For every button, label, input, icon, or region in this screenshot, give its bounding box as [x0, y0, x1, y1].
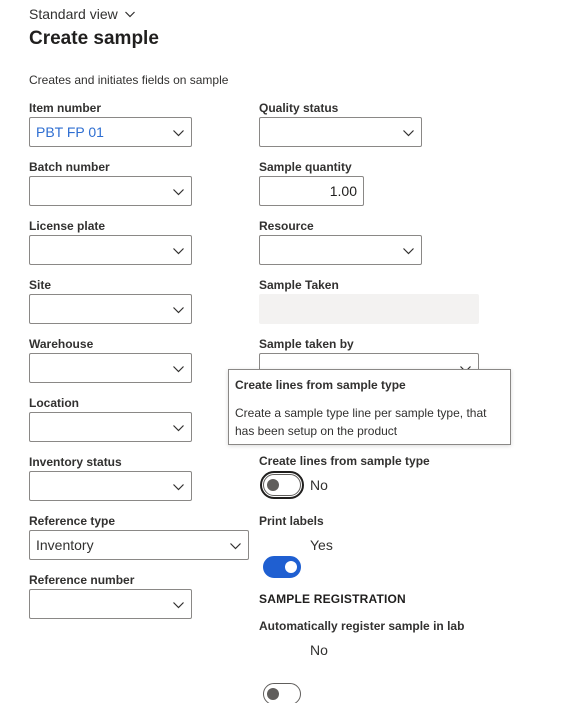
create-lines-label: Create lines from sample type	[259, 454, 430, 468]
quality-status-combo[interactable]	[259, 117, 422, 147]
item-number-value: PBT FP 01	[36, 124, 104, 140]
toggle-knob	[267, 688, 279, 700]
chevron-down-icon	[402, 244, 415, 257]
chevron-down-icon	[172, 126, 185, 139]
auto-register-toggle[interactable]	[263, 683, 301, 703]
sample-taken-by-label: Sample taken by	[259, 337, 354, 351]
license-plate-label: License plate	[29, 219, 106, 233]
sample-registration-heading: SAMPLE REGISTRATION	[259, 592, 406, 606]
create-lines-toggle[interactable]	[263, 474, 301, 496]
page-description: Creates and initiates fields on sample	[29, 73, 229, 87]
sample-taken-field	[259, 294, 479, 324]
chevron-down-icon	[172, 480, 185, 493]
quality-status-label: Quality status	[259, 101, 339, 115]
page-title: Create sample	[29, 28, 159, 49]
item-number-label: Item number	[29, 101, 102, 115]
tooltip-body: Create a sample type line per sample type, that has been setup on the product	[235, 406, 487, 438]
view-selector-label: Standard view	[29, 6, 118, 22]
batch-number-label: Batch number	[29, 160, 110, 174]
auto-register-label: Automatically register sample in lab	[259, 619, 465, 633]
reference-type-value: Inventory	[36, 537, 94, 553]
site-combo[interactable]	[29, 294, 192, 324]
reference-type-combo[interactable]	[29, 530, 249, 560]
print-labels-toggle[interactable]	[263, 556, 301, 578]
chevron-down-icon	[172, 362, 185, 375]
tooltip	[228, 369, 511, 445]
toggle-knob	[285, 561, 297, 573]
location-label: Location	[29, 396, 79, 410]
chevron-down-icon	[402, 126, 415, 139]
print-labels-label: Print labels	[259, 514, 324, 528]
chevron-down-icon	[172, 244, 185, 257]
reference-number-label: Reference number	[29, 573, 135, 587]
sample-taken-label: Sample Taken	[259, 278, 339, 292]
license-plate-combo[interactable]	[29, 235, 192, 265]
chevron-down-icon	[172, 185, 185, 198]
resource-combo[interactable]	[259, 235, 422, 265]
warehouse-label: Warehouse	[29, 337, 94, 351]
chevron-down-icon	[124, 8, 136, 20]
item-number-combo[interactable]	[29, 117, 192, 147]
view-selector[interactable]	[29, 6, 136, 22]
site-label: Site	[29, 278, 52, 292]
inventory-status-combo[interactable]	[29, 471, 192, 501]
sample-quantity-label: Sample quantity	[259, 160, 352, 174]
batch-number-combo[interactable]	[29, 176, 192, 206]
location-combo[interactable]	[29, 412, 192, 442]
tooltip-title: Create lines from sample type	[235, 378, 406, 392]
warehouse-combo[interactable]	[29, 353, 192, 383]
chevron-down-icon	[229, 539, 242, 552]
reference-type-label: Reference type	[29, 514, 116, 528]
create-lines-state: No	[310, 477, 328, 493]
inventory-status-label: Inventory status	[29, 455, 122, 469]
chevron-down-icon	[172, 598, 185, 611]
chevron-down-icon	[172, 303, 185, 316]
resource-label: Resource	[259, 219, 314, 233]
auto-register-state: No	[310, 642, 328, 658]
chevron-down-icon	[172, 421, 185, 434]
print-labels-state: Yes	[310, 537, 333, 553]
reference-number-combo[interactable]	[29, 589, 192, 619]
toggle-knob	[267, 479, 279, 491]
sample-quantity-input[interactable]: 1.00	[259, 176, 364, 206]
